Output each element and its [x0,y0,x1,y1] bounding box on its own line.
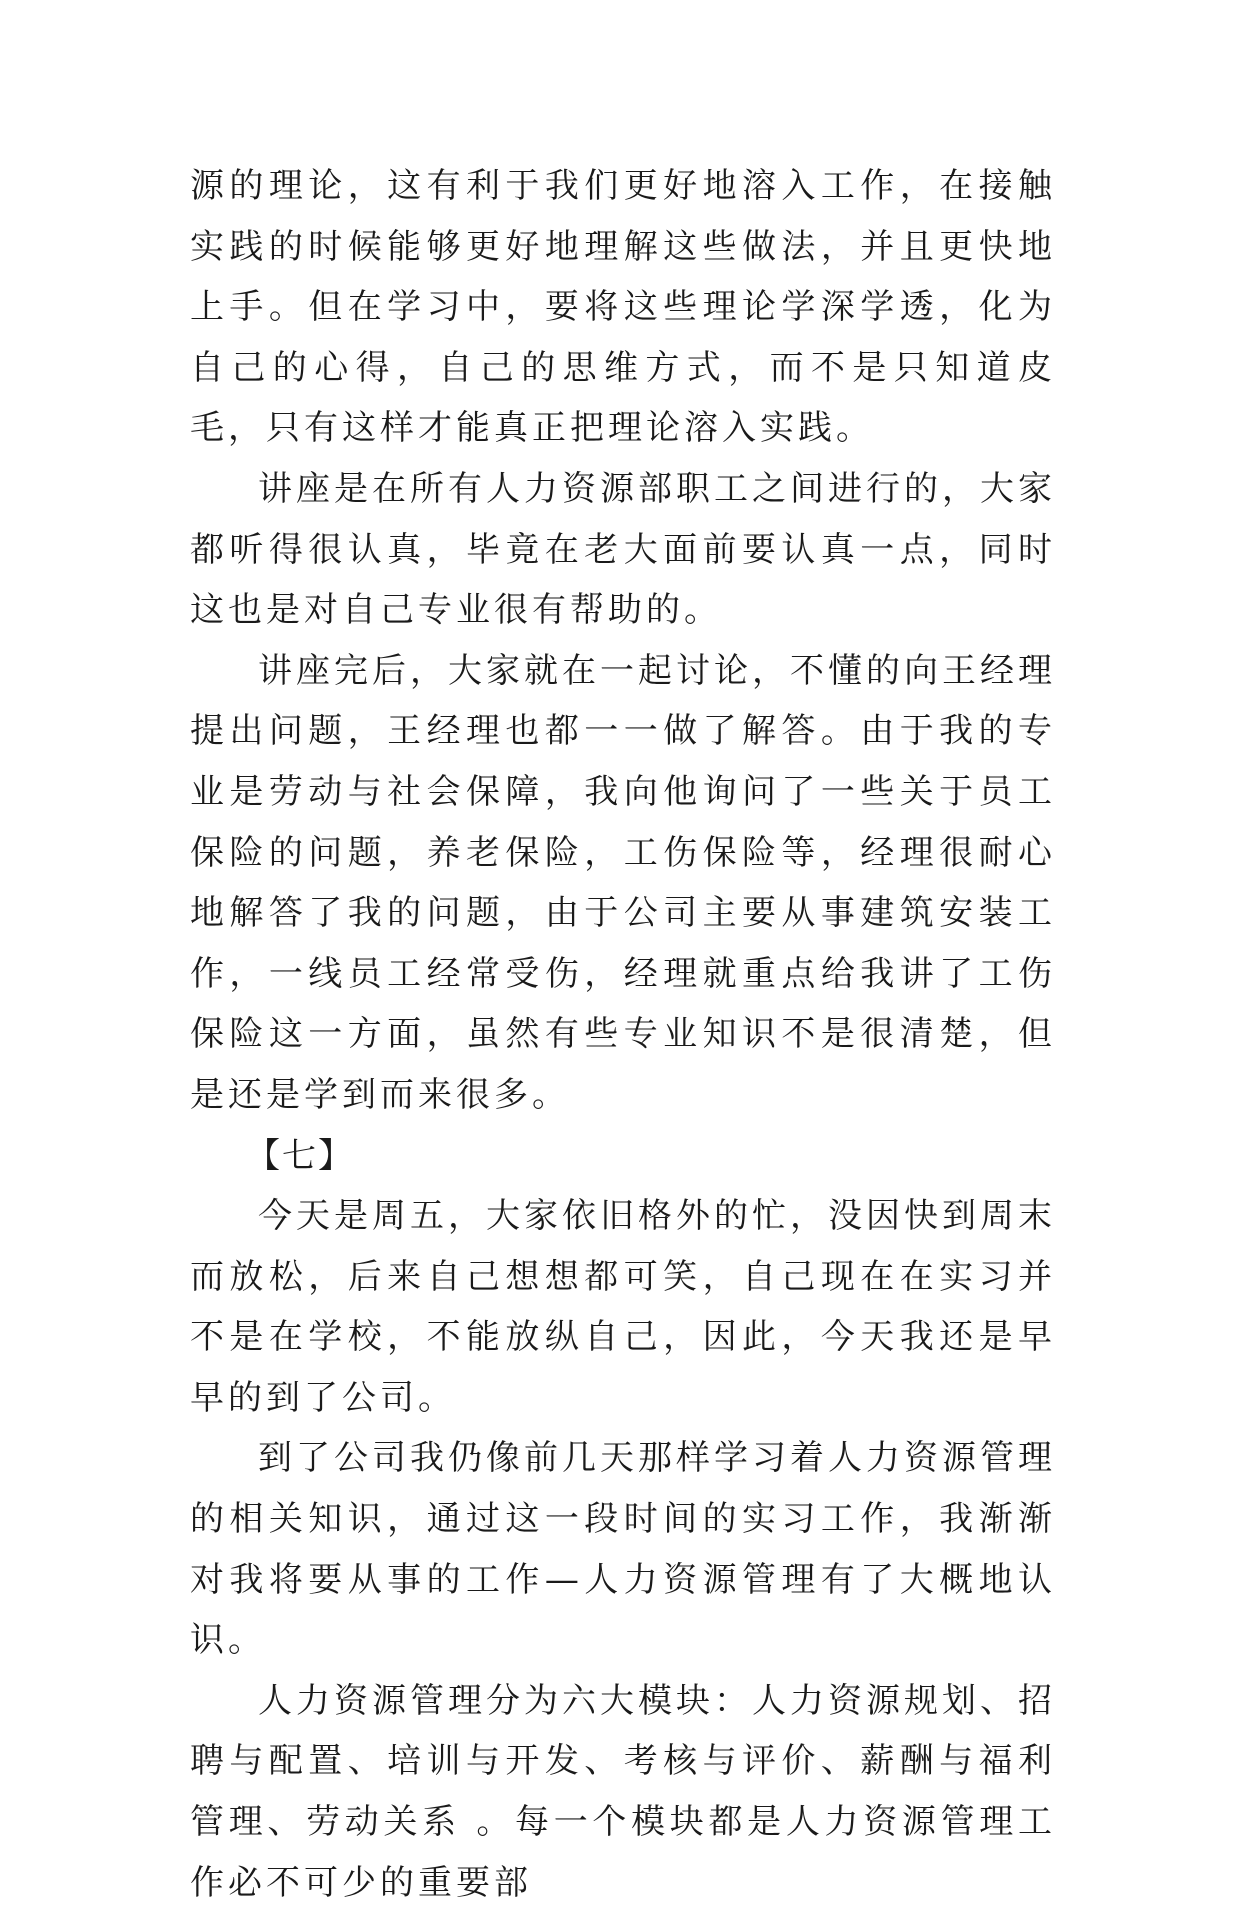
section-heading: 【七】 [246,1135,354,1176]
paragraph-discussion: 讲座完后，大家就在一起讨论，不懂的向王经理提出问题，王经理也都一一做了解答。由于我的专业是劳动与社会保障，我向他询问了一些关于员工保险的问题，养老保险，工伤保险等，经理很耐心地解答了我的问题，由于公司主要从事建筑安装工作，一线员工经常受伤，经理就重点给我讲了工伤保险这一方面，虽然有些专业知识不是很清楚，但是还是学到而来很多。 [190,650,1056,1115]
paragraph-hr-modules: 人力资源管理分为六大模块：人力资源规划、招聘与配置、培训与开发、考核与评价、薪酬与福利管理、劳动关系 。每一个模块都是人力资源管理工作必不可少的重要部 [190,1680,1056,1903]
paragraph-friday: 今天是周五，大家依旧格外的忙，没因快到周末而放松，后来自己想想都可笑，自己现在在实习并不是在学校，不能放纵自己，因此，今天我还是早早的到了公司。 [190,1196,1056,1418]
document-body [190,156,1056,1913]
paragraph-lecture: 讲座是在所有人力资源部职工之间进行的，大家都听得很认真，毕竟在老大面前要认真一点，同时这也是对自己专业很有帮助的。 [190,468,1056,631]
paragraph-continuation: 源的理论，这有利于我们更好地溶入工作，在接触实践的时候能够更好地理解这些做法，并且更快地上手。但在学习中，要将这些理论学深学透，化为自己的心得，自己的思维方式，而不是只知道皮毛，只有这样才能真正把理论溶入实践。 [190,166,1056,449]
paragraph-study: 到了公司我仍像前几天那样学习着人力资源管理的相关知识，通过这一段时间的实习工作，我渐渐对我将要从事的工作—人力资源管理有了大概地认识。 [190,1438,1056,1661]
